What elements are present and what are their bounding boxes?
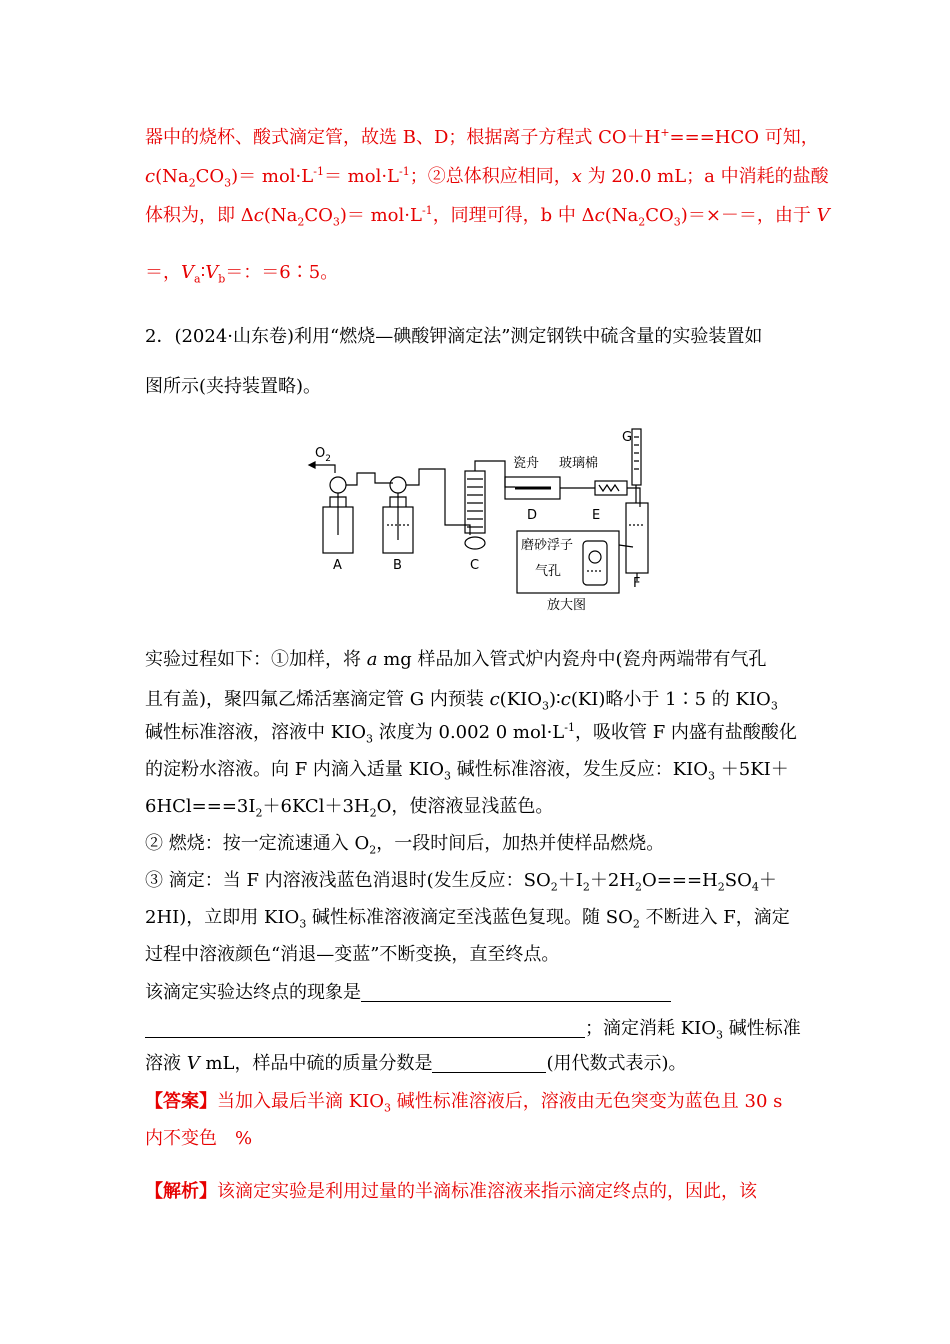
label-c: C (470, 558, 480, 573)
process-line-10: 该滴定实验达终点的现象是 (145, 981, 671, 1005)
process-line-1: 实验过程如下：①加样，将 a mg 样品加入管式炉内瓷舟中(瓷舟两端带有气孔 (145, 649, 767, 670)
label-g: G (622, 430, 633, 445)
label-d: D (527, 508, 538, 523)
question-intro-line-2: 图所示(夹持装置略)。 (145, 376, 322, 397)
endpoint-phenomenon-blank[interactable] (361, 983, 671, 1002)
process-line-12: 溶液 V mL，样品中硫的质量分数是 (用代数式表示)。 (145, 1053, 687, 1074)
glass-wool-e (595, 481, 627, 495)
apparatus-diagram (295, 415, 665, 615)
ground-stopper-label: 磨砂浮子 (521, 538, 574, 553)
endpoint-phenomenon-blank-continued[interactable] (145, 1019, 585, 1038)
air-hole-label: 气孔 (535, 564, 562, 579)
prev-solution-line-2: $c(Na_2CO_3)= mol\cdot L^{-1}= mol\cdot L^{-1}$；②总体积应相同，x 为 20.0 mL；a 中消耗的盐酸 (145, 165, 829, 190)
process-line-7: ③ 滴定：当 F 内溶液浅蓝色消退时(发生反应：$SO_2+I_2+2H_2O===H_2SO_4+$ (145, 870, 777, 894)
prev-solution-line-4: ＝，$V_a∶V_b=$：＝6∶5。 (145, 262, 339, 286)
answer-line-1: 【答案】当加入最后半滴 $KIO_3$ 碱性标准溶液后，溶液由无色突变为蓝色且 30 s (145, 1091, 783, 1115)
zoom-label: 放大图 (547, 598, 587, 613)
o2-label: $O_2$ (315, 446, 331, 464)
sulfur-fraction-blank[interactable] (432, 1054, 546, 1073)
question-intro-line-1: 2．(2024·山东卷)利用“燃烧—碘酸钾滴定法”测定钢铁中硫含量的实验装置如 (145, 326, 763, 347)
o2-inlet-tube (313, 465, 335, 473)
prev-solution-line-1: 器中的烧杯、酸式滴定管，故选 B、D；根据离子方程式 CO＋H+===HCO 可知， (145, 126, 819, 148)
label-e: E (592, 508, 601, 523)
label-a: A (333, 558, 342, 573)
absorber-f (626, 503, 648, 573)
answer-line-2: 内不变色 % (145, 1128, 253, 1149)
process-line-2: 且有盖)，聚四氟乙烯活塞滴定管 G 内预装 $c(KIO_3)∶c(KI)$略小于 1∶5 的 $KIO_3$ (145, 689, 778, 713)
answer-tag: 【答案】 (145, 1091, 217, 1112)
porcelain-boat-label: 瓷舟 (513, 456, 540, 471)
process-line-8: 2HI)，立即用 $KIO_3$ 碱性标准溶液滴定至浅蓝色复现。随 $SO_2$ 不断进入 F，滴定 (145, 907, 790, 931)
process-line-5: $6HCl===3I_2+6KCl+3H_2O$，使溶液显浅蓝色。 (145, 796, 554, 820)
label-f: F (633, 576, 641, 591)
label-b: B (393, 558, 402, 573)
prev-solution-line-3: 体积为，即 $\Delta c(Na_2CO_3)= mol\cdot L^{-1}$，同理可得，b 中 $\Delta c(Na_2CO_3)=\times-=$，由于 V (145, 204, 830, 229)
column-c (465, 471, 485, 533)
process-line-4: 的淀粉水溶液。向 F 内滴入适量 $KIO_3$ 碱性标准溶液，发生反应：$KIO_3 +5KI+$ (145, 759, 789, 783)
process-line-11: ；滴定消耗 $KIO_3$ 碱性标准 (145, 1017, 801, 1041)
o2-arrow-icon (309, 462, 315, 468)
process-line-6: ② 燃烧：按一定流速通入 $O_2$，一段时间后，加热并使样品燃烧。 (145, 833, 665, 857)
process-line-9: 过程中溶液颜色“消退—变蓝”不断变换，直至终点。 (145, 944, 560, 965)
analysis-tag: 【解析】 (145, 1181, 217, 1202)
analysis-line-1: 【解析】该滴定实验是利用过量的半滴标准溶液来指示滴定终点的，因此，该 (145, 1181, 757, 1202)
process-line-3: 碱性标准溶液，溶液中 $KIO_3$ 浓度为 0.002 0 $mol\cdot L^{-1}$，吸收管 F 内盛有盐酸酸化 (145, 721, 797, 746)
funnel-a (330, 477, 346, 493)
glass-wool-label: 玻璃棉 (559, 456, 599, 471)
question-number: 2． (145, 326, 175, 347)
funnel-b (390, 477, 406, 493)
